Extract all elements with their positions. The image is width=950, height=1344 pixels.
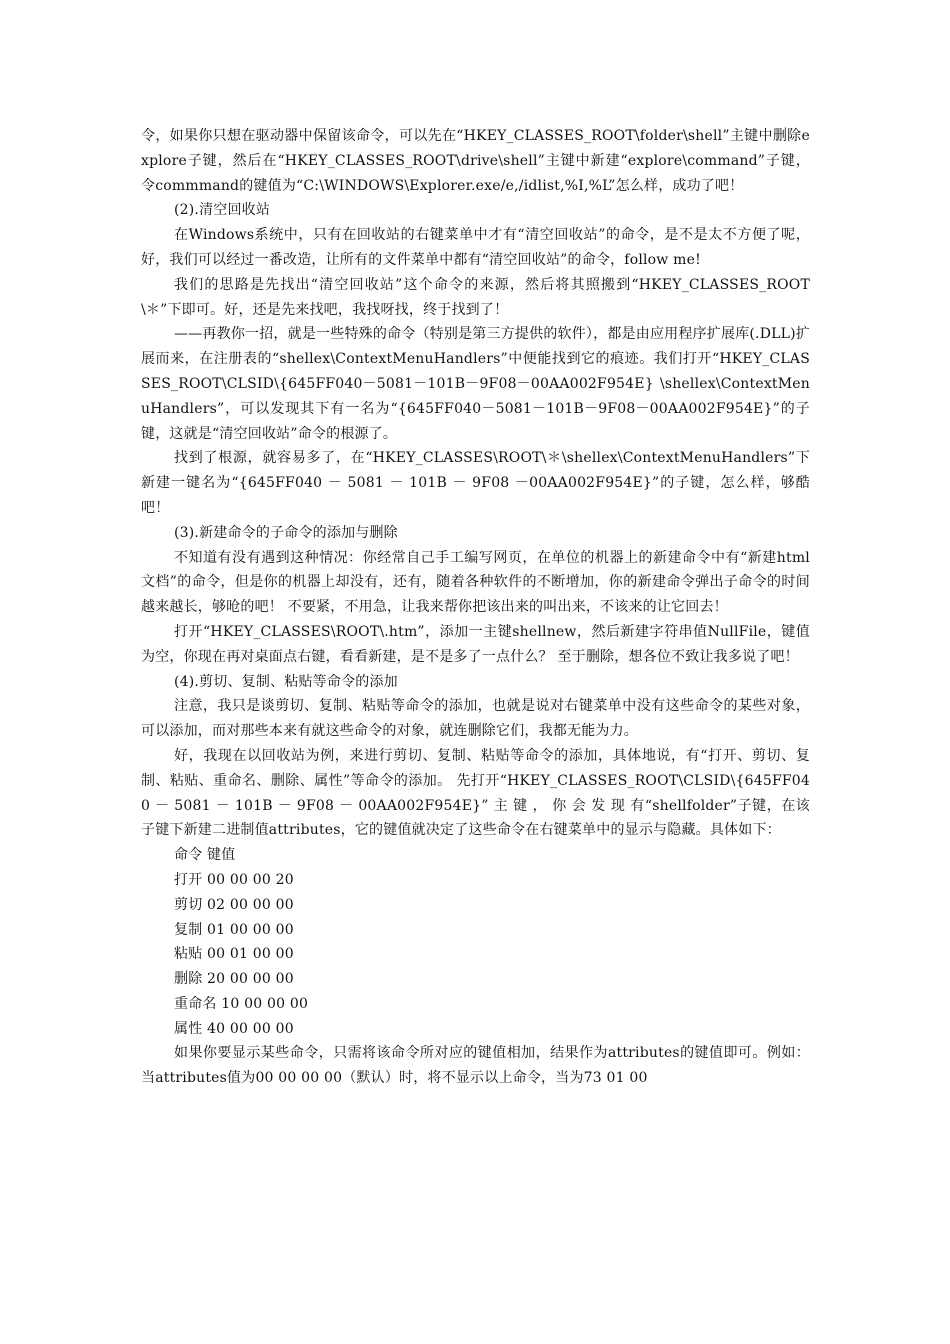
body-paragraph: ——再教你一招，就是一些特殊的命令（特别是第三方提供的软件），都是由应用程序扩展库(.DLL)扩展而来，在注册表的“shellex\ContextMenuHandlers”中便能找到它的痕迹。我们打开“HKEY_CLASSES_ROOT\CLSID\{645FF040－5081－101B－9F08－00AA002F954E} \shellex\ContextMenuHandlers”，可以发现其下有一名为“{645FF040－5081－101B－9F08－00AA002F954E}”的子键，这就是“清空回收站”命令的根源了。 <box>141 326 810 442</box>
body-paragraph: 打开“HKEY_CLASSES\ROOT\.htm”，添加一主键shellnew，然后新建字符串值NullFile，键值为空，你现在再对桌面点右键，看看新建，是不是多了一点什么？ 至于删除，想各位不致让我多说了吧！ <box>141 623 810 665</box>
body-paragraph: 不知道有没有遇到这种情况：你经常自己手工编写网页，在单位的机器上的新建命令中有“新建html文档”的命令，但是你的机器上却没有，还有，随着各种软件的不断增加，你的新建命令弹出子命令的时间越来越长，够呛的吧！ 不要紧，不用急，让我来帮你把该出来的叫出来，不该来的让它回去！ <box>141 549 810 616</box>
body-paragraph: 在Windows系统中，只有在回收站的右键菜单中才有“清空回收站”的命令，是不是太不方便了呢，好，我们可以经过一番改造，让所有的文件菜单中都有“清空回收站”的命令，follow me! <box>141 227 810 268</box>
document-body <box>141 124 810 1091</box>
command-table-row: 复制 01 00 00 00 <box>174 921 294 938</box>
body-paragraph: 我们的思路是先找出“清空回收站”这个命令的来源，然后将其照搬到“HKEY_CLASSES_ROOT\＊”下即可。好，还是先来找吧，我找呀找，终于找到了！ <box>141 276 810 318</box>
command-table-row: 属性 40 00 00 00 <box>174 1020 294 1037</box>
body-paragraph: 令，如果你只想在驱动器中保留该命令，可以先在“HKEY_CLASSES_ROOT\folder\shell”主键中删除explore子键，然后在“HKEY_CLASSES_ROOT\drive\shell”主键中新建“explore\command”子键，令commmand的键值为“C:\WINDOWS\Explorer.exe/e,/idlist,%I,%L”怎么样，成功了吧！ <box>141 128 810 194</box>
body-paragraph-closing: 如果你要显示某些命令，只需将该命令所对应的键值相加，结果作为attributes的键值即可。例如：当attributes值为00 00 00 00（默认）时，将不显示以上命令，当为73 01 00 <box>141 1045 810 1087</box>
command-table-row: 剪切 02 00 00 00 <box>174 896 294 913</box>
section-heading-new-submenu: (3).新建命令的子命令的添加与删除 <box>174 524 398 541</box>
section-heading-cut-copy-paste: (4).剪切、复制、粘贴等命令的添加 <box>174 673 398 690</box>
section-heading-empty-recycle-bin: (2).清空回收站 <box>174 202 271 219</box>
body-paragraph: 好，我现在以回收站为例，来进行剪切、复制、粘贴等命令的添加，具体地说，有“打开、剪切、复制、粘贴、重命名、删除、属性”等命令的添加。 先打开“HKEY_CLASSES_ROOT\CLSID\{645FF040 － 5081 － 101B － 9F08 － 00AA002F954E}” 主 键 ， 你 会 发 现 有“shellfolder”子键，在该子键下新建二进制值attributes，它的键值就决定了这些命令在右键菜单中的显示与隐藏。具体如下： <box>141 747 810 839</box>
command-table-row: 粘贴 00 01 00 00 <box>174 946 294 963</box>
command-table-row: 重命名 10 00 00 00 <box>174 995 309 1012</box>
command-table-row: 删除 20 00 00 00 <box>174 971 294 988</box>
command-table-row: 打开 00 00 00 20 <box>174 871 294 888</box>
body-paragraph: 注意，我只是谈剪切、复制、粘贴等命令的添加，也就是说对右键菜单中没有这些命令的某些对象，可以添加，而对那些本来有就这些命令的对象，就连删除它们，我都无能为力。 <box>141 698 810 740</box>
command-table-header: 命令 键值 <box>174 847 236 864</box>
body-paragraph: 找到了根源，就容易多了，在“HKEY_CLASSES\ROOT\＊\shellex\ContextMenuHandlers”下新建一键名为“{645FF040 － 5081 － 101B － 9F08 －00AA002F954E}”的子键，怎么样，够酷吧！ <box>141 450 810 516</box>
